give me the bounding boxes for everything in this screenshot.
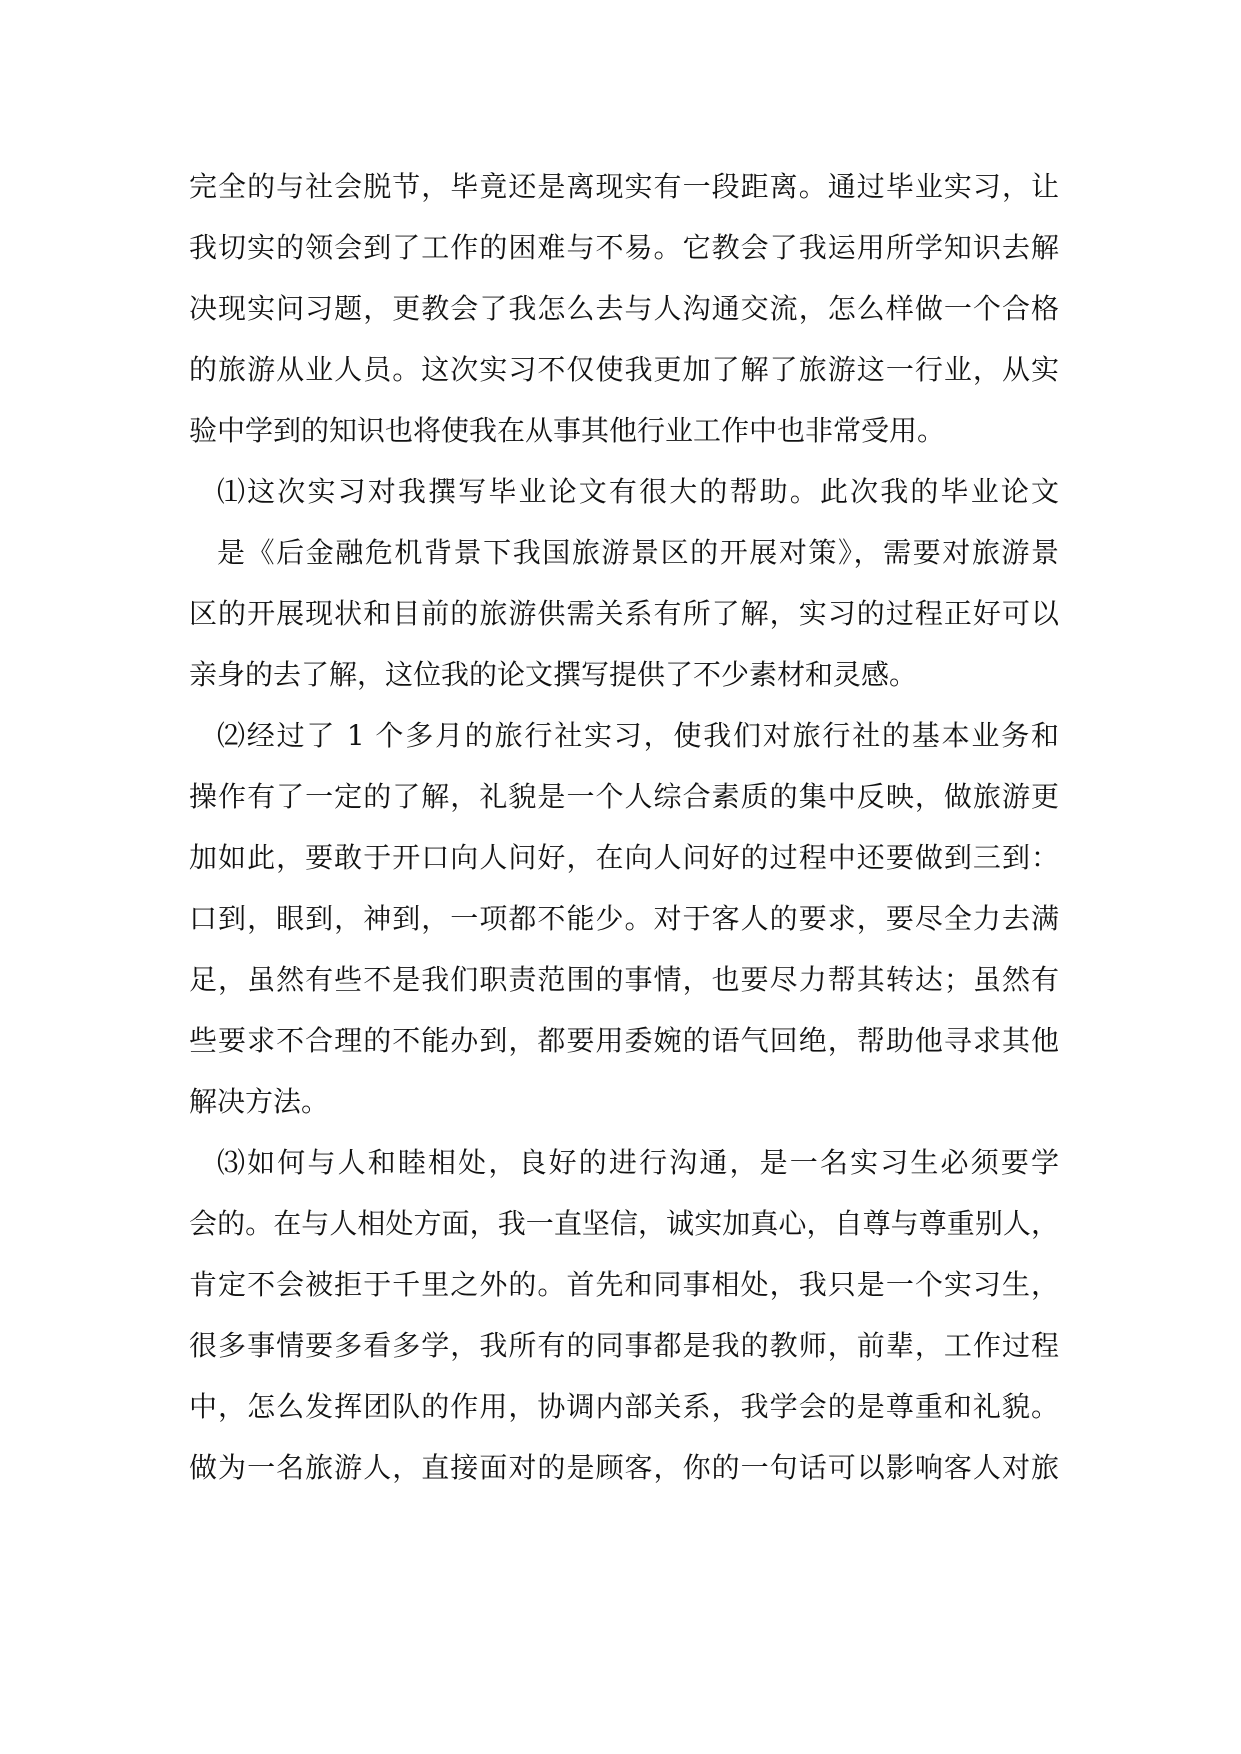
text-line: 肯定不会被拒于千里之外的。首先和同事相处，我只是一个实习生， xyxy=(189,1268,1059,1301)
text-line: 些要求不合理的不能办到，都要用委婉的语气回绝，帮助他寻求其他 xyxy=(189,1024,1059,1057)
text-line: 足，虽然有些不是我们职责范围的事情，也要尽力帮其转达；虽然有 xyxy=(189,963,1059,996)
text-line: 很多事情要多看多学，我所有的同事都是我的教师，前辈，工作过程 xyxy=(189,1329,1059,1362)
text-line: 的旅游从业人员。这次实习不仅使我更加了解了旅游这一行业，从实 xyxy=(189,353,1059,386)
text-line: 决现实问习题，更教会了我怎么去与人沟通交流，怎么样做一个合格 xyxy=(189,292,1059,325)
text-line: 加如此，要敢于开口向人问好，在向人问好的过程中还要做到三到： xyxy=(189,841,1059,874)
text-line: 中，怎么发挥团队的作用，协调内部关系，我学会的是尊重和礼貌。 xyxy=(189,1390,1059,1423)
text-line: 我切实的领会到了工作的困难与不易。它教会了我运用所学知识去解 xyxy=(189,231,1059,264)
text-line: 区的开展现状和目前的旅游供需关系有所了解，实习的过程正好可以 xyxy=(189,597,1059,630)
text-line: 验中学到的知识也将使我在从事其他行业工作中也非常受用。 xyxy=(189,414,946,447)
text-line: 操作有了一定的了解，礼貌是一个人综合素质的集中反映，做旅游更 xyxy=(189,780,1059,813)
text-line: 会的。在与人相处方面，我一直坚信，诚实加真心，自尊与尊重别人， xyxy=(189,1207,1059,1240)
text-line: 做为一名旅游人，直接面对的是顾客，你的一句话可以影响客人对旅 xyxy=(189,1451,1059,1484)
text-line: 口到，眼到，神到，一项都不能少。对于客人的要求，要尽全力去满 xyxy=(189,902,1059,935)
text-line: ⑴这次实习对我撰写毕业论文有很大的帮助。此次我的毕业论文 xyxy=(217,475,1059,508)
text-line: ⑶如何与人和睦相处，良好的进行沟通，是一名实习生必须要学 xyxy=(217,1146,1059,1179)
body-text xyxy=(189,156,1059,1498)
text-line: ⑵经过了 1 个多月的旅行社实习，使我们对旅行社的基本业务和 xyxy=(217,719,1059,752)
text-line: 完全的与社会脱节，毕竟还是离现实有一段距离。通过毕业实习，让 xyxy=(189,170,1059,203)
text-line: 亲身的去了解，这位我的论文撰写提供了不少素材和灵感。 xyxy=(189,658,918,691)
text-line: 是《后金融危机背景下我国旅游景区的开展对策》，需要对旅游景 xyxy=(217,536,1059,569)
text-line: 解决方法。 xyxy=(189,1085,330,1118)
